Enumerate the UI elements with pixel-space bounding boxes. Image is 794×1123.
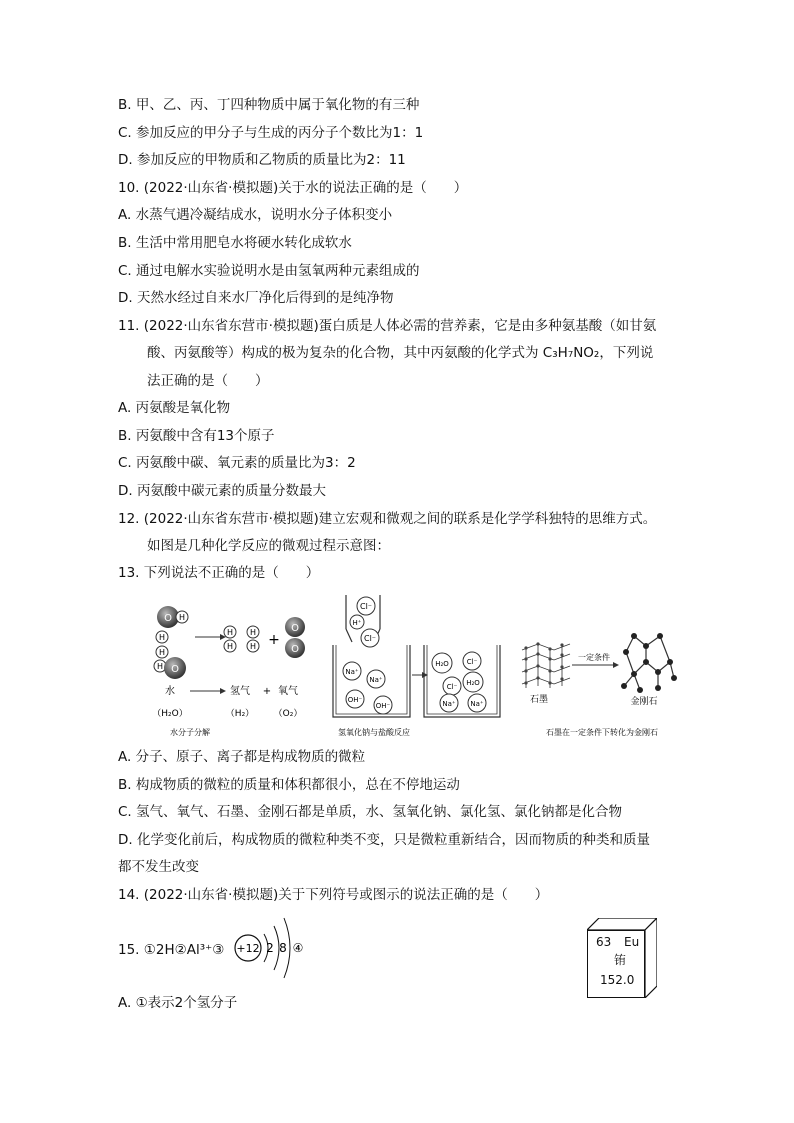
svg-text:+12: +12 xyxy=(236,942,260,955)
atomic-mass: 152.0 xyxy=(600,973,635,987)
question-12-line2: 如图是几种化学反应的微观过程示意图： xyxy=(147,538,390,554)
svg-text:O: O xyxy=(171,664,179,675)
svg-text:一定条件: 一定条件 xyxy=(578,653,610,662)
element-card-face xyxy=(587,930,645,998)
micro-process-figure xyxy=(140,592,680,742)
q13-option-a: A. 分子、原子、离子都是构成物质的微粒 xyxy=(118,749,366,765)
question-12: 12. (2022·山东省东营市·模拟题)建立宏观和微观之间的联系是化学学科独特的思维方式。 xyxy=(118,511,657,527)
question-11-line3: 法正确的是（ ） xyxy=(147,373,269,389)
svg-text:氢氧化钠与盐酸反应: 氢氧化钠与盐酸反应 xyxy=(338,728,410,737)
question-13: 13. 下列说法不正确的是（ ） xyxy=(118,565,320,581)
svg-text:H: H xyxy=(178,613,186,622)
svg-text:O: O xyxy=(164,613,172,624)
line-c: C. 参加反应的甲分子与生成的丙分子个数比为1：1 xyxy=(118,125,424,141)
q11-option-a: A. 丙氨酸是氧化物 xyxy=(118,400,231,416)
q13-option-b: B. 构成物质的微粒的质量和体积都很小，总在不停地运动 xyxy=(118,777,460,793)
atomic-number: 63 xyxy=(596,935,612,949)
svg-text:Cl⁻: Cl⁻ xyxy=(446,683,458,691)
svg-text:石墨在一定条件下转化为金刚石: 石墨在一定条件下转化为金刚石 xyxy=(546,728,658,737)
svg-text:水分子分解: 水分子分解 xyxy=(170,728,210,737)
svg-text:水: 水 xyxy=(165,686,175,697)
q11-option-c: C. 丙氨酸中碳、氧元素的质量比为3：2 xyxy=(118,455,356,471)
svg-text:④: ④ xyxy=(292,941,304,955)
q11-option-b: B. 丙氨酸中含有13个原子 xyxy=(118,428,275,444)
neutralization-diagram xyxy=(333,595,500,737)
svg-text:H: H xyxy=(226,642,234,651)
q13-option-d-line2: 都不发生改变 xyxy=(118,859,199,875)
svg-text:Na⁺: Na⁺ xyxy=(369,676,383,684)
svg-text:H: H xyxy=(226,628,234,637)
svg-text:Na⁺: Na⁺ xyxy=(345,668,359,676)
element-name: 铕 xyxy=(614,953,627,967)
q11-option-d: D. 丙氨酸中碳元素的质量分数最大 xyxy=(118,483,326,499)
svg-text:+: + xyxy=(268,632,280,648)
svg-text:O: O xyxy=(291,623,299,634)
q10-option-b: B. 生活中常用肥皂水将硬水转化成软水 xyxy=(118,235,352,251)
q15-option-a: A. ①表示2个氢分子 xyxy=(118,995,238,1011)
element-card-europium xyxy=(587,918,657,998)
svg-text:Cl⁻: Cl⁻ xyxy=(466,658,478,666)
water-decomposition-diagram xyxy=(152,606,305,737)
svg-text:O: O xyxy=(291,644,299,655)
svg-text:H: H xyxy=(249,642,257,651)
svg-text:H: H xyxy=(249,628,257,637)
svg-text:氢气: 氢气 xyxy=(230,686,250,697)
svg-text:H: H xyxy=(158,648,166,657)
element-symbol: Eu xyxy=(624,935,640,949)
atom-structure-diagram xyxy=(230,912,310,988)
svg-text:Na⁺: Na⁺ xyxy=(442,700,456,708)
svg-text:2: 2 xyxy=(266,941,274,955)
svg-text:（O₂）: （O₂） xyxy=(273,709,303,719)
svg-text:H: H xyxy=(158,633,166,642)
svg-text:石墨: 石墨 xyxy=(529,695,549,705)
question-15: 15. ①2H②Al³⁺③ xyxy=(118,942,225,958)
svg-text:8: 8 xyxy=(279,941,287,955)
question-14: 14. (2022·山东省·模拟题)关于下列符号或图示的说法正确的是（ ） xyxy=(118,887,549,903)
svg-text:H₂O: H₂O xyxy=(466,679,480,687)
svg-text:Cl⁻: Cl⁻ xyxy=(363,634,377,643)
line-d: D. 参加反应的甲物质和乙物质的质量比为2：11 xyxy=(118,152,406,168)
svg-text:+: + xyxy=(262,686,272,697)
question-11-line2: 酸、丙氨酸等）构成的极为复杂的化合物，其中丙氨酸的化学式为 C₃H₇NO₂，下列说 xyxy=(147,345,654,361)
svg-text:金刚石: 金刚石 xyxy=(630,697,658,707)
svg-text:OH⁻: OH⁻ xyxy=(347,696,363,704)
q13-option-c: C. 氢气、氧气、石墨、金刚石都是单质，水、氢氧化钠、氯化氢、氯化钠都是化合物 xyxy=(118,804,623,820)
svg-text:氧气: 氧气 xyxy=(278,686,298,697)
q13-option-d: D. 化学变化前后，构成物质的微粒种类不变，只是微粒重新结合，因而物质的种类和质量 xyxy=(118,832,650,848)
question-11: 11. (2022·山东省东营市·模拟题)蛋白质是人体必需的营养素，它是由多种氨基酸（如甘氨 xyxy=(118,318,657,334)
q10-option-d: D. 天然水经过自来水厂净化后得到的是纯净物 xyxy=(118,290,394,306)
graphite-diamond-diagram xyxy=(522,633,677,737)
svg-text:（H₂）: （H₂） xyxy=(225,709,255,719)
svg-text:Cl⁻: Cl⁻ xyxy=(359,602,373,611)
line-b: B. 甲、乙、丙、丁四种物质中属于氧化物的有三种 xyxy=(118,97,420,113)
svg-text:H: H xyxy=(156,662,164,671)
svg-text:（H₂O）: （H₂O） xyxy=(152,709,188,719)
svg-text:H₂O: H₂O xyxy=(435,660,449,668)
svg-text:Na⁺: Na⁺ xyxy=(470,700,484,708)
q10-option-c: C. 通过电解水实验说明水是由氢氧两种元素组成的 xyxy=(118,263,420,279)
svg-text:H⁺: H⁺ xyxy=(352,619,362,627)
question-10: 10. (2022·山东省·模拟题)关于水的说法正确的是（ ） xyxy=(118,180,468,196)
svg-text:OH⁻: OH⁻ xyxy=(375,702,391,710)
q10-option-a: A. 水蒸气遇冷凝结成水，说明水分子体积变小 xyxy=(118,207,393,223)
